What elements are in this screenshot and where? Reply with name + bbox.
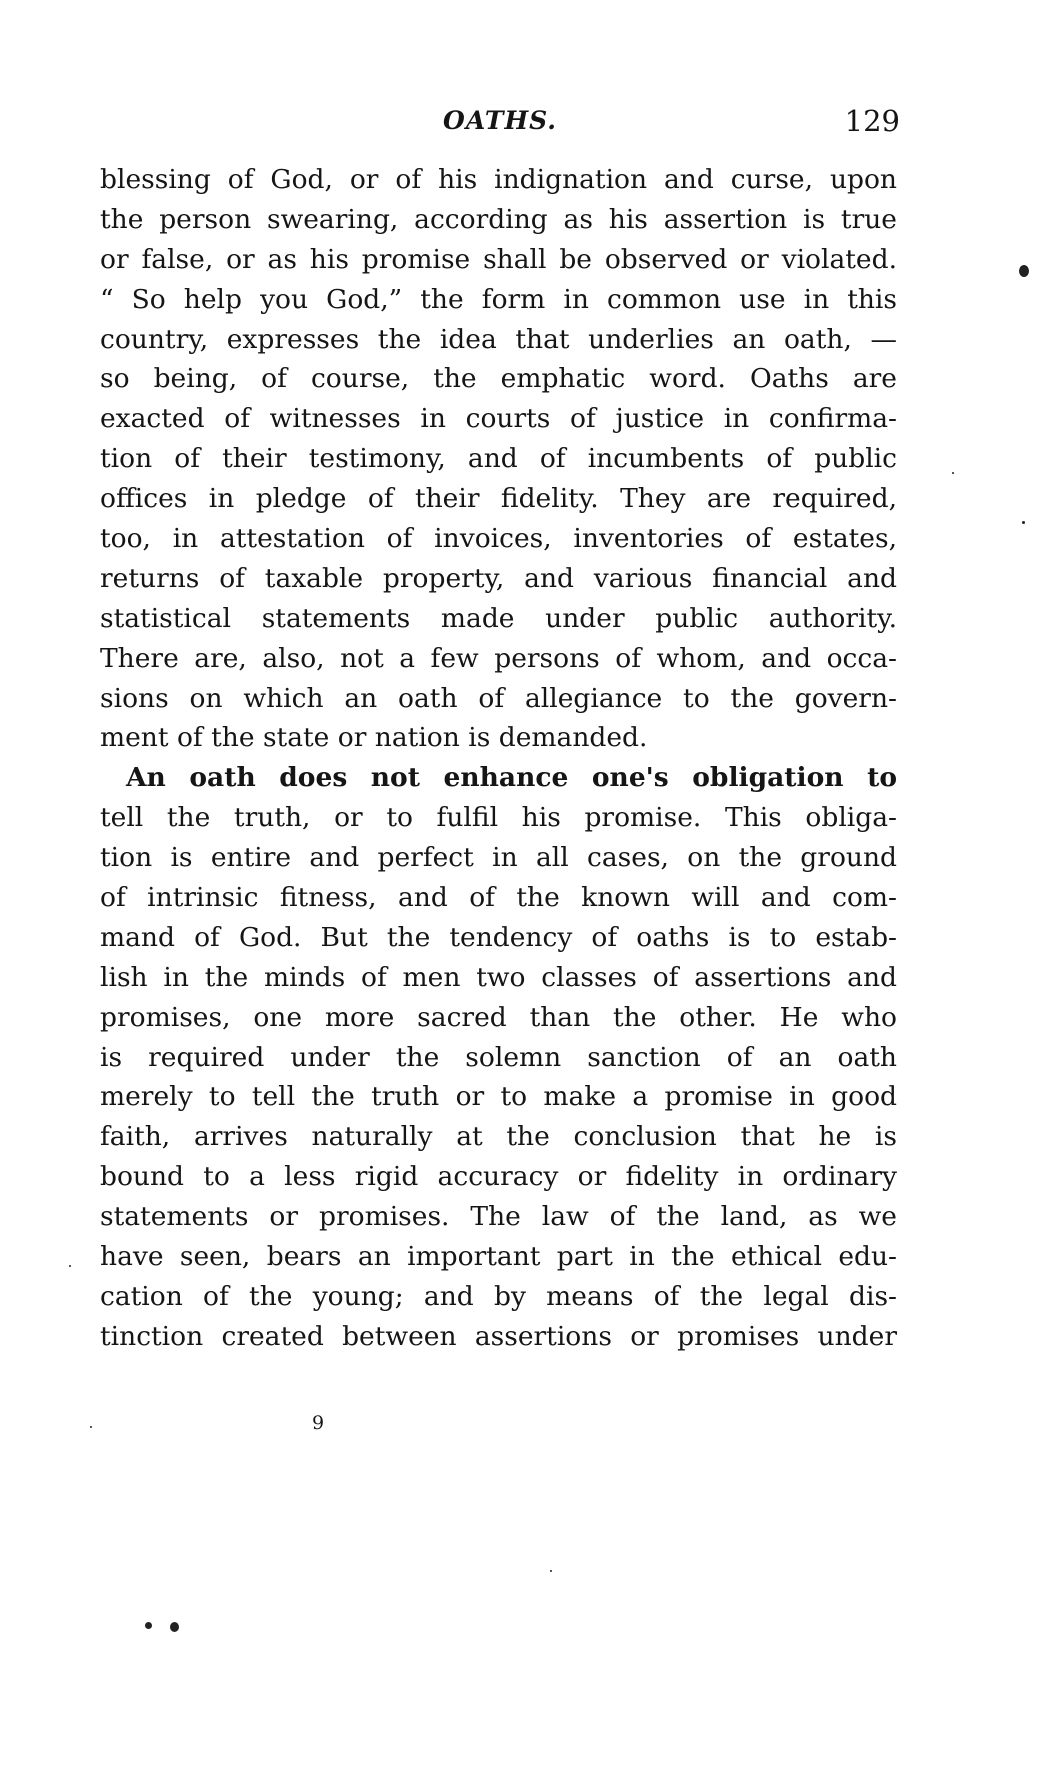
signature-mark: 9 xyxy=(312,1412,325,1434)
text-line: cation of the young; and by means of the legal dis- xyxy=(100,1280,897,1312)
ink-speck xyxy=(1022,521,1025,524)
text-line: mand of God. But the tendency of oaths is to estab- xyxy=(100,921,897,953)
text-line: country, expresses the idea that underlies an oath, — xyxy=(100,323,897,355)
text-line: tion is entire and perfect in all cases, on the ground xyxy=(100,842,897,874)
text-line: of intrinsic fitness, and of the known will and com- xyxy=(100,882,897,914)
text-line: the person swearing, according as his assertion is true xyxy=(100,203,897,235)
text-line: There are, also, not a few persons of whom, and occa- xyxy=(100,642,897,674)
text-line: returns of taxable property, and various financial and xyxy=(100,562,897,594)
text-line: sions on which an oath of allegiance to the govern- xyxy=(100,682,897,714)
text-line: so being, of course, the emphatic word. Oaths are xyxy=(100,363,897,395)
ink-speck xyxy=(69,1265,71,1267)
text-line: merely to tell the truth or to make a promise in good xyxy=(100,1081,897,1113)
running-title: OATHS. xyxy=(443,106,557,135)
page-number: 129 xyxy=(844,104,900,138)
ink-speck xyxy=(145,1622,152,1629)
text-line: “ So help you God,” the form in common use in this xyxy=(100,283,897,315)
ink-speck xyxy=(952,472,954,474)
text-line: exacted of witnesses in courts of justice in confirma- xyxy=(100,403,897,435)
text-line: lish in the minds of men two classes of assertions and xyxy=(100,961,897,993)
ink-speck xyxy=(90,1426,92,1428)
text-line: tinction created between assertions or promises under xyxy=(100,1320,897,1352)
text-line: too, in attestation of invoices, inventories of estates, xyxy=(100,523,897,555)
text-line: tion of their testimony, and of incumbents of public xyxy=(100,443,897,475)
ink-speck xyxy=(1019,265,1029,277)
text-line: blessing of God, or of his indignation and curse, upon xyxy=(100,164,897,195)
text-line: bound to a less rigid accuracy or fidelity in ordinary xyxy=(100,1161,897,1193)
text-line-paragraph-start: An oath does not enhance one's obligation to xyxy=(126,762,897,794)
body-text xyxy=(100,160,897,1357)
text-line: statistical statements made under public authority. xyxy=(100,602,897,634)
ink-speck xyxy=(550,1570,552,1572)
text-line: offices in pledge of their fidelity. They are required, xyxy=(100,483,897,515)
text-line: promises, one more sacred than the other. He who xyxy=(100,1001,897,1033)
ink-speck xyxy=(170,1622,179,1632)
text-line: have seen, bears an important part in the ethical edu- xyxy=(100,1241,897,1273)
text-line: tell the truth, or to fulfil his promise. This obliga- xyxy=(100,802,897,834)
text-line-paragraph-end: ment of the state or nation is demanded. xyxy=(100,722,648,754)
text-line: statements or promises. The law of the land, as we xyxy=(100,1201,897,1233)
text-line: or false, or as his promise shall be observed or violated. xyxy=(100,243,897,275)
text-line: faith, arrives naturally at the conclusion that he is xyxy=(100,1121,897,1153)
text-line: is required under the solemn sanction of an oath xyxy=(100,1041,897,1073)
running-head xyxy=(100,104,900,144)
